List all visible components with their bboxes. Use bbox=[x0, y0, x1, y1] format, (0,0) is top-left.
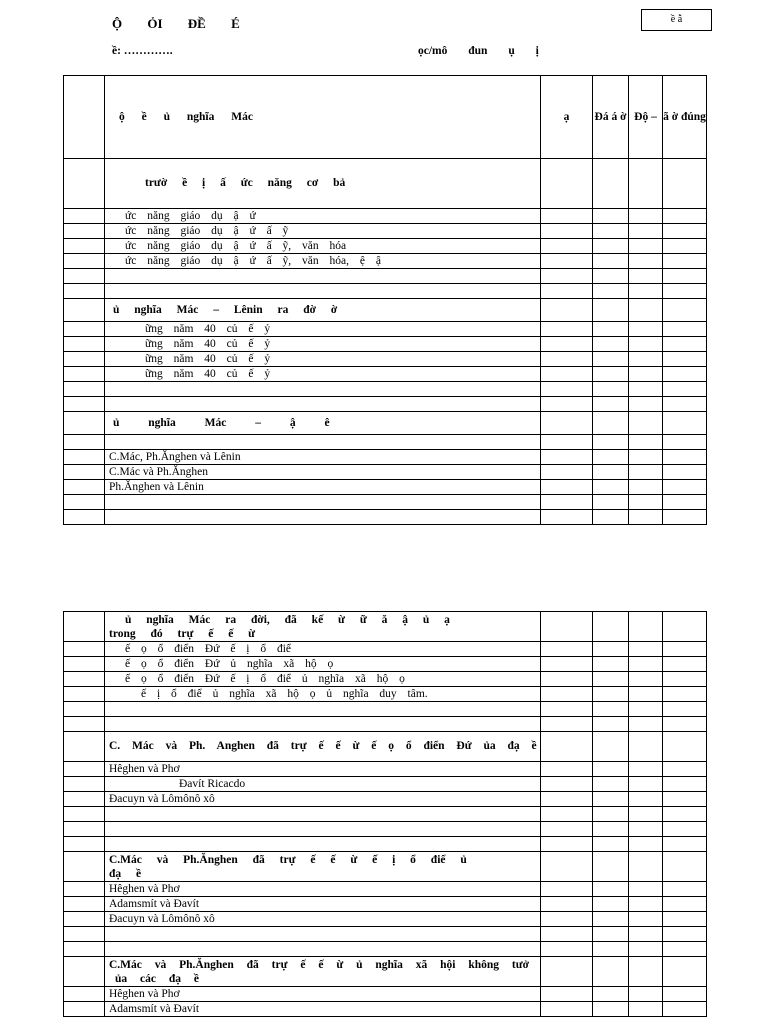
table-row bbox=[64, 322, 707, 337]
table-row bbox=[64, 382, 707, 397]
option-text: ế ị ổ điể ủ nghĩa xã hộ ọ ủ nghĩa duy tâm. bbox=[105, 687, 541, 702]
option-text: Ph.Ănghen và Lênin bbox=[105, 480, 541, 495]
table-row bbox=[64, 159, 707, 209]
question-table-2 bbox=[63, 611, 707, 1017]
table-header-row bbox=[64, 76, 707, 159]
option-text: ững năm 40 củ ế ỷ bbox=[105, 337, 541, 352]
question-line-1: C.Mác và Ph.Ănghen đã trự ế ế ừ ủ nghĩa xã hội không tưở bbox=[109, 958, 530, 971]
question-text bbox=[105, 852, 541, 882]
header-content: ộ ề ủ nghĩa Mác bbox=[105, 76, 541, 159]
table-row bbox=[64, 822, 707, 837]
option-text: Adamsmít và Đavít bbox=[105, 1002, 541, 1017]
table-row bbox=[64, 450, 707, 465]
option-text: C.Mác, Ph.Ănghen và Lênin bbox=[105, 450, 541, 465]
option-text: C.Mác và Ph.Ănghen bbox=[105, 465, 541, 480]
table-row bbox=[64, 897, 707, 912]
question-text: C. Mác và Ph. Anghen đã trự ế ế ừ ế ọ ổ điển Đứ ủa đạ ề bbox=[105, 732, 541, 762]
table-row bbox=[64, 510, 707, 525]
table-row bbox=[64, 927, 707, 942]
table-row bbox=[64, 777, 707, 792]
question-text: ủ nghĩa Mác – ậ ê bbox=[105, 412, 541, 435]
option-text: Hêghen và Phơ bbox=[105, 987, 541, 1002]
header-col-c: Độ – bbox=[629, 76, 663, 159]
option-text: Đacuyn và Lômônô xô bbox=[105, 792, 541, 807]
table-row bbox=[64, 687, 707, 702]
table-row bbox=[64, 254, 707, 269]
table-row bbox=[64, 367, 707, 382]
table-row bbox=[64, 792, 707, 807]
table-row bbox=[64, 672, 707, 687]
table-row bbox=[64, 209, 707, 224]
code-box: ề ẫ bbox=[641, 9, 712, 31]
table-row bbox=[64, 957, 707, 987]
option-text: ức năng giáo dụ ậ ứ ấ ỹ, văn hóa bbox=[105, 239, 541, 254]
table-row bbox=[64, 642, 707, 657]
table-row bbox=[64, 239, 707, 254]
option-text: Đacuyn và Lômônô xô bbox=[105, 912, 541, 927]
table-row bbox=[64, 987, 707, 1002]
header-col-b: Đá á ờ bbox=[593, 76, 629, 159]
table-row bbox=[64, 480, 707, 495]
option-text: ế ọ ổ điển Đứ ế ị ổ điể bbox=[105, 642, 541, 657]
table-row bbox=[64, 299, 707, 322]
table-row bbox=[64, 942, 707, 957]
option-text: ế ọ ổ điển Đứ ế ị ổ điể ủ nghĩa xã hộ ọ bbox=[105, 672, 541, 687]
table-row bbox=[64, 807, 707, 822]
option-text: ững năm 40 củ ế ỷ bbox=[105, 322, 541, 337]
table-row bbox=[64, 352, 707, 367]
option-text: Hêghen và Phơ bbox=[105, 762, 541, 777]
option-text: Đavít Ricacdo bbox=[105, 777, 541, 792]
option-text: ức năng giáo dụ ậ ứ ấ ỹ bbox=[105, 224, 541, 239]
table-row bbox=[64, 657, 707, 672]
question-text bbox=[105, 612, 541, 642]
table-row bbox=[64, 495, 707, 510]
option-text: ững năm 40 củ ế ỷ bbox=[105, 352, 541, 367]
table-row bbox=[64, 284, 707, 299]
table-row bbox=[64, 337, 707, 352]
option-text: ức năng giáo dụ ậ ứ ấ ỹ, văn hóa, ệ ậ bbox=[105, 254, 541, 269]
table-row bbox=[64, 702, 707, 717]
table-row bbox=[64, 612, 707, 642]
question-line-2: ủa các đạ ề bbox=[115, 972, 199, 985]
table-row bbox=[64, 732, 707, 762]
table-row bbox=[64, 269, 707, 284]
question-line-2: trong đó trự ế ế ừ bbox=[109, 627, 256, 640]
table-row bbox=[64, 435, 707, 450]
question-text: ủ nghĩa Mác – Lênin ra đờ ờ bbox=[105, 299, 541, 322]
table-row bbox=[64, 762, 707, 777]
table-row bbox=[64, 1002, 707, 1017]
question-table-1 bbox=[63, 75, 707, 525]
table-row bbox=[64, 717, 707, 732]
table-row bbox=[64, 465, 707, 480]
option-text: ế ọ ổ điển Đứ ủ nghĩa xã hộ ọ bbox=[105, 657, 541, 672]
table-row bbox=[64, 412, 707, 435]
option-text: Hêghen và Phơ bbox=[105, 882, 541, 897]
table-row bbox=[64, 224, 707, 239]
table-row bbox=[64, 912, 707, 927]
table-row bbox=[64, 837, 707, 852]
subject-label: ề: …………. bbox=[112, 45, 173, 57]
option-text: ững năm 40 củ ế ỷ bbox=[105, 367, 541, 382]
option-text: ức năng giáo dụ ậ ứ bbox=[105, 209, 541, 224]
header-col-a: ạ bbox=[541, 76, 593, 159]
page-title: Ộ ỎI ĐỀ É bbox=[112, 16, 240, 31]
header-col-d: ã ờ đúng bbox=[663, 76, 707, 159]
table-row bbox=[64, 882, 707, 897]
table-row bbox=[64, 852, 707, 882]
option-text: Adamsmít và Đavít bbox=[105, 897, 541, 912]
question-line-2: đạ ề bbox=[109, 867, 142, 880]
module-label: ọc/mô đun ụ ị bbox=[418, 45, 539, 57]
question-line-1: C.Mác và Ph.Ănghen đã trự ế ế ừ ế ị ổ điể ủ bbox=[109, 853, 467, 866]
question-line-1: ủ nghĩa Mác ra đời, đã kế ừ ữ ă ậ ủ ạ bbox=[125, 613, 450, 626]
question-text bbox=[105, 957, 541, 987]
question-text: trườ ề ị ấ ức năng cơ bả bbox=[105, 159, 541, 209]
table-row bbox=[64, 397, 707, 412]
